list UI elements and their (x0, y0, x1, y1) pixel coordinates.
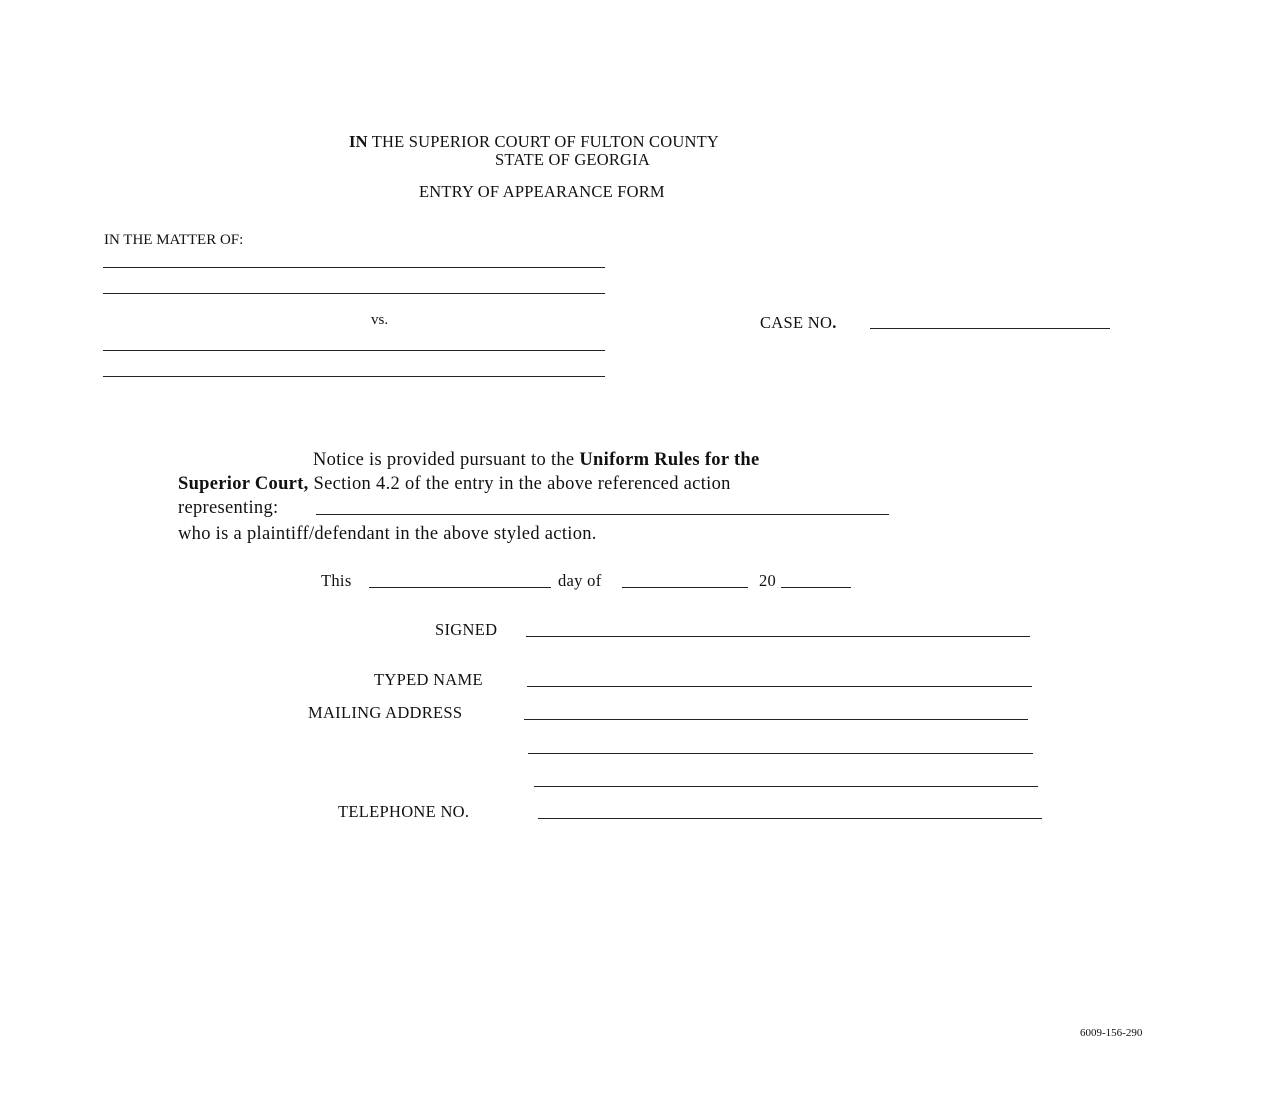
court-title-bold: IN (349, 132, 368, 151)
defendant-line-2[interactable] (103, 376, 605, 377)
mailing-address-label: MAILING ADDRESS (308, 703, 463, 722)
telephone-label: TELEPHONE NO. (338, 802, 470, 821)
form-number: 6009-156-290 (1080, 1027, 1143, 1039)
matter-label: IN THE MATTER OF: (104, 232, 244, 248)
plaintiff-line-1[interactable] (103, 267, 605, 268)
signed-field[interactable] (526, 636, 1030, 637)
month-field[interactable] (622, 587, 748, 588)
state-title: STATE OF GEORGIA (495, 150, 650, 169)
year-field[interactable] (781, 587, 851, 588)
this-label: This (321, 571, 352, 590)
telephone-field[interactable] (538, 818, 1042, 819)
day-of-label: day of (558, 571, 602, 590)
court-title (349, 132, 719, 152)
case-no-field[interactable] (870, 328, 1110, 329)
court-title-rest: THE SUPERIOR COURT OF FULTON COUNTY (367, 132, 719, 151)
typed-name-label: TYPED NAME (374, 670, 483, 689)
representing-label: representing: (178, 498, 279, 518)
day-field[interactable] (369, 587, 551, 588)
plaintiff-line-2[interactable] (103, 293, 605, 294)
notice-line-4: who is a plaintiff/defendant in the above styled action. (178, 524, 597, 544)
year-prefix: 20 (759, 571, 777, 590)
mailing-address-field-2[interactable] (528, 753, 1033, 754)
vs-label: vs. (371, 312, 389, 328)
form-title: ENTRY OF APPEARANCE FORM (419, 182, 665, 201)
signed-label: SIGNED (435, 620, 498, 639)
mailing-address-field-3[interactable] (534, 786, 1038, 787)
mailing-address-field-1[interactable] (524, 719, 1028, 720)
representing-field[interactable] (316, 514, 889, 515)
defendant-line-1[interactable] (103, 350, 605, 351)
notice-line-1: Notice is provided pursuant to the Uniform Rules for the (313, 450, 760, 470)
typed-name-field[interactable] (527, 686, 1032, 687)
case-no-label: CASE NO. (760, 313, 837, 332)
notice-line-2: Superior Court, Section 4.2 of the entry in the above referenced action (178, 474, 731, 494)
